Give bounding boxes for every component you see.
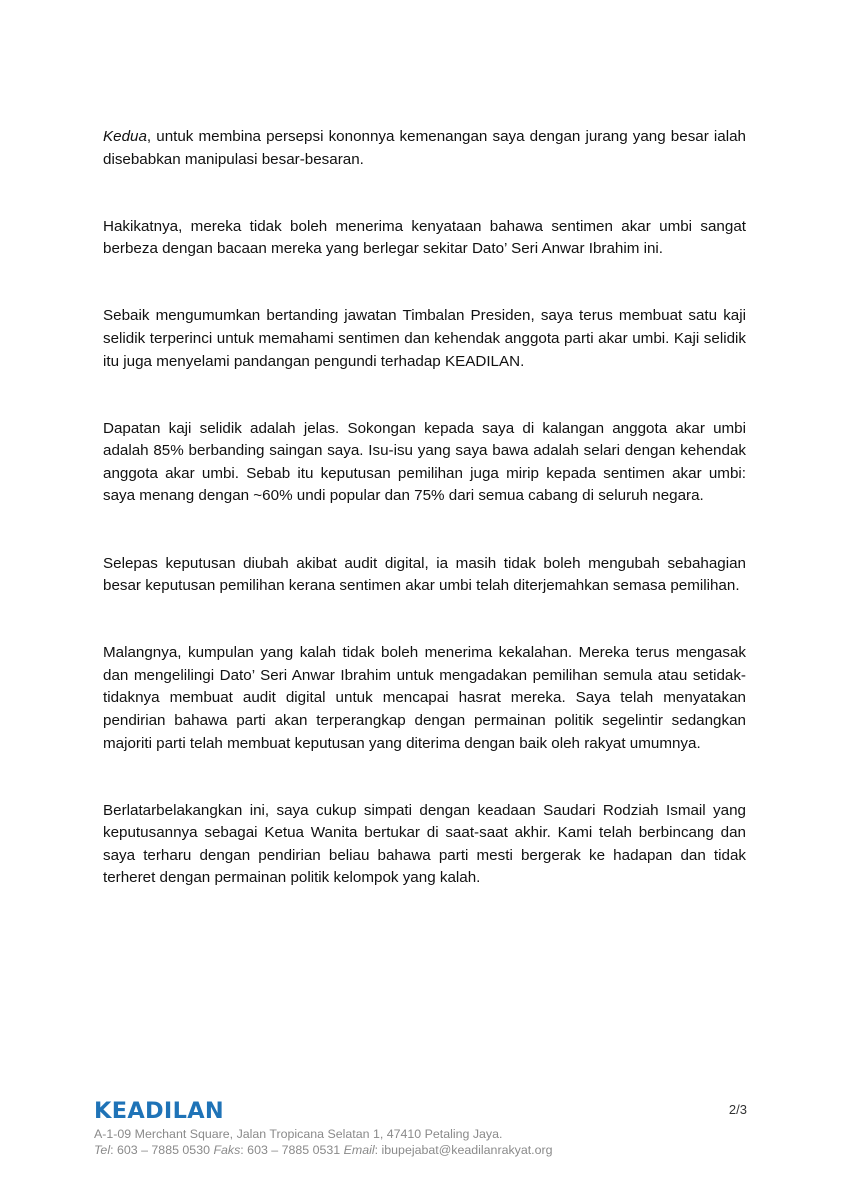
paragraph-6: Malangnya, kumpulan yang kalah tidak boleh menerima kekalahan. Mereka terus mengasak dan mengelilingi Dato’ Seri Anwar Ibrahim untuk mengadakan pemilihan semula atau setidak-tidaknya membuat audit digital untuk mencapai hasrat mereka. Saya telah menyatakan pendirian bahawa parti akan terperangkap dengan permainan politik segelintir sedangkan majoriti parti telah membuat keputusan yang diterima dengan baik oleh rakyat umumnya. (103, 644, 746, 752)
paragraph-3: Sebaik mengumumkan bertanding jawatan Timbalan Presiden, saya terus membuat satu kaji selidik terperinci untuk memahami sentimen dan kehendak anggota parti akar umbi. Kaji selidik itu juga menyelami pandangan pengundi terhadap KEADILAN. (103, 307, 746, 370)
paragraph-7: Berlatarbelakangkan ini, saya cukup simpati dengan keadaan Saudari Rodziah Ismail yang keputusannya sebagai Ketua Wanita bertukar di saat-saat akhir. Kami telah berbincang dan saya terharu dengan pendirian beliau bahawa parti mesti bergerak ke hadapan dan tidak terheret dengan permainan politik kelompok yang kalah. (103, 801, 746, 887)
keadilan-logo: KEADILAN (94, 1099, 224, 1124)
email-value: : ibupejabat@keadilanrakyat.org (374, 1143, 553, 1157)
paragraph-1-lead: Kedua (103, 128, 147, 145)
paragraph-1-text: , untuk membina persepsi kononnya kemenangan saya dengan jurang yang besar ialah disebabkan manipulasi besar-besaran. (103, 128, 746, 168)
paragraph-5: Selepas keputusan diubah akibat audit digital, ia masih tidak boleh mengubah sebahagian besar keputusan pemilihan kerana sentimen akar umbi telah diterjemahkan semasa pemilihan. (103, 554, 746, 595)
footer-address: A-1-09 Merchant Square, Jalan Tropicana Selatan 1, 47410 Petaling Jaya. (94, 1127, 503, 1141)
footer-contact (94, 1142, 553, 1159)
tel-value: : 603 – 7885 0530 (110, 1143, 214, 1157)
page-number: 2/3 (728, 1102, 747, 1117)
paragraph-2: Hakikatnya, mereka tidak boleh menerima kenyataan bahawa sentimen akar umbi sangat berbeza dengan bacaan mereka yang berlegar sekitar Dato’ Seri Anwar Ibrahim ini. (103, 217, 746, 258)
document-body (103, 126, 746, 890)
tel-label: Tel (94, 1143, 111, 1157)
faks-value: : 603 – 7885 0531 (240, 1143, 344, 1157)
faks-label: Faks (213, 1143, 241, 1157)
email-label: Email (343, 1143, 375, 1157)
paragraph-1 (103, 126, 746, 171)
paragraph-4: Dapatan kaji selidik adalah jelas. Sokongan kepada saya di kalangan anggota akar umbi adalah 85% berbanding saingan saya. Isu-isu yang saya bawa adalah selari dengan kehendak anggota akar umbi. Sebab itu keputusan pemilihan juga mirip kepada sentimen akar umbi: saya menang dengan ~60% undi popular dan 75% dari semua cabang di seluruh negara. (103, 419, 746, 505)
